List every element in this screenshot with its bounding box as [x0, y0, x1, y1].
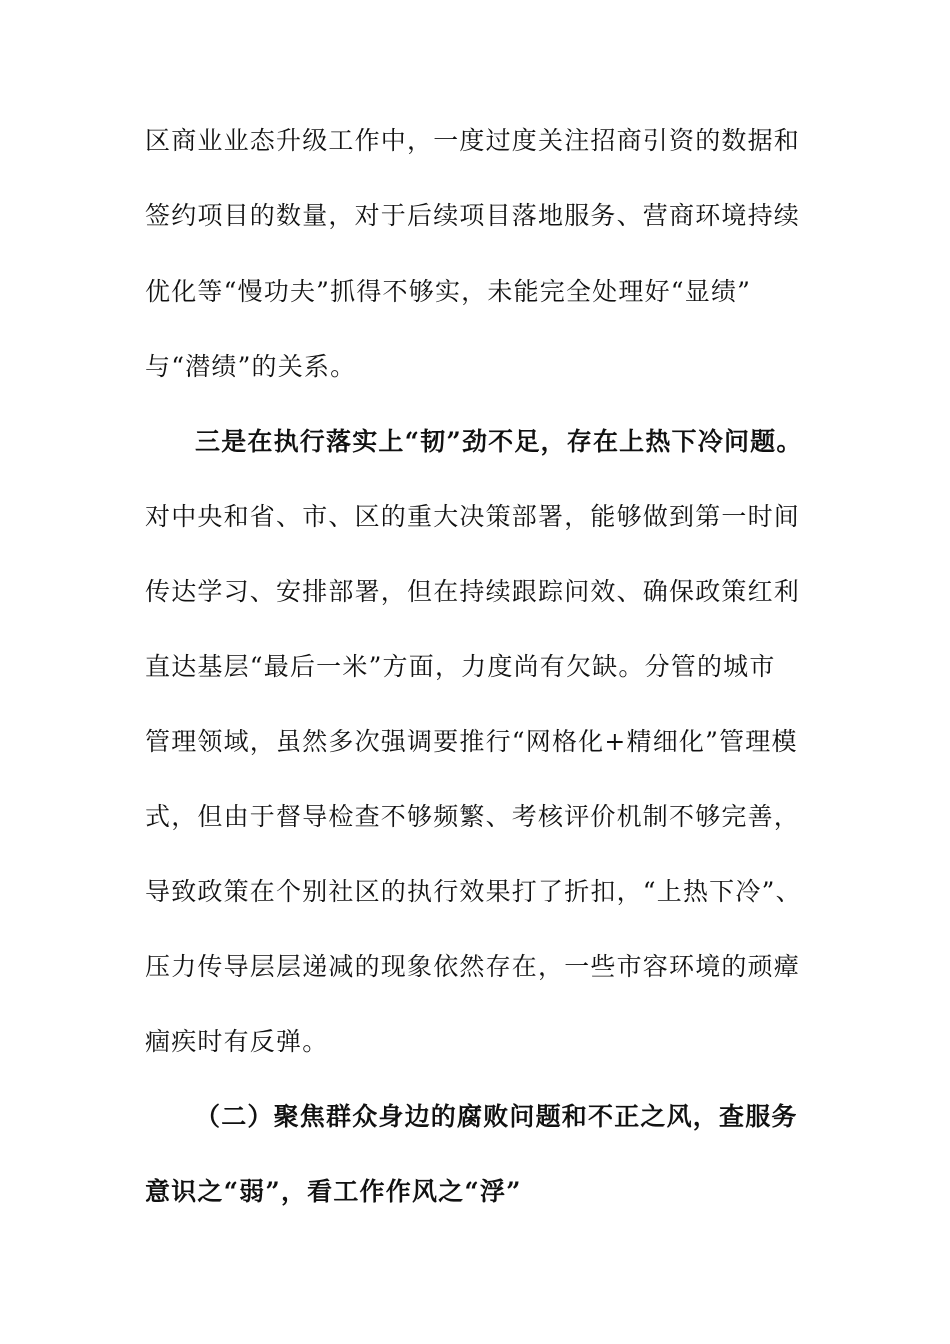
- paragraph-line: 传达学习、安排部署，但在持续跟踪问效、确保政策红利: [145, 577, 801, 606]
- paragraph-line: 优化等“慢功夫”抓得不够实，未能完全处理好“显绩”: [145, 277, 752, 306]
- paragraph-line: 直达基层“最后一米”方面，力度尚有欠缺。分管的城市: [145, 652, 776, 681]
- paragraph-line: 管理领域，虽然多次强调要推行“网格化+精细化”管理模: [145, 727, 798, 756]
- paragraph-line: 与“潜绩”的关系。: [145, 352, 357, 381]
- paragraph-line: 式，但由于督导检查不够频繁、考核评价机制不够完善，: [145, 802, 801, 831]
- section-heading-line: 意识之“弱”，看工作作风之“浮”: [145, 1177, 522, 1206]
- paragraph-line: 导致政策在个别社区的执行效果打了折扣，“上热下冷”、: [145, 877, 802, 906]
- paragraph-heading: 三是在执行落实上“韧”劲不足，存在上热下冷问题。: [195, 427, 803, 456]
- paragraph-line: 对中央和省、市、区的重大决策部署，能够做到第一时间: [145, 502, 801, 531]
- paragraph-line: 痼疾时有反弹。: [145, 1027, 329, 1056]
- paragraph-line: 压力传导层层递减的现象依然存在，一些市容环境的顽瘴: [145, 952, 801, 981]
- paragraph-line: 签约项目的数量，对于后续项目落地服务、营商环境持续: [145, 201, 801, 230]
- section-heading-line: （二）聚焦群众身边的腐败问题和不正之风，查服务: [195, 1102, 798, 1131]
- paragraph-line: 区商业业态升级工作中，一度过度关注招商引资的数据和: [145, 126, 801, 155]
